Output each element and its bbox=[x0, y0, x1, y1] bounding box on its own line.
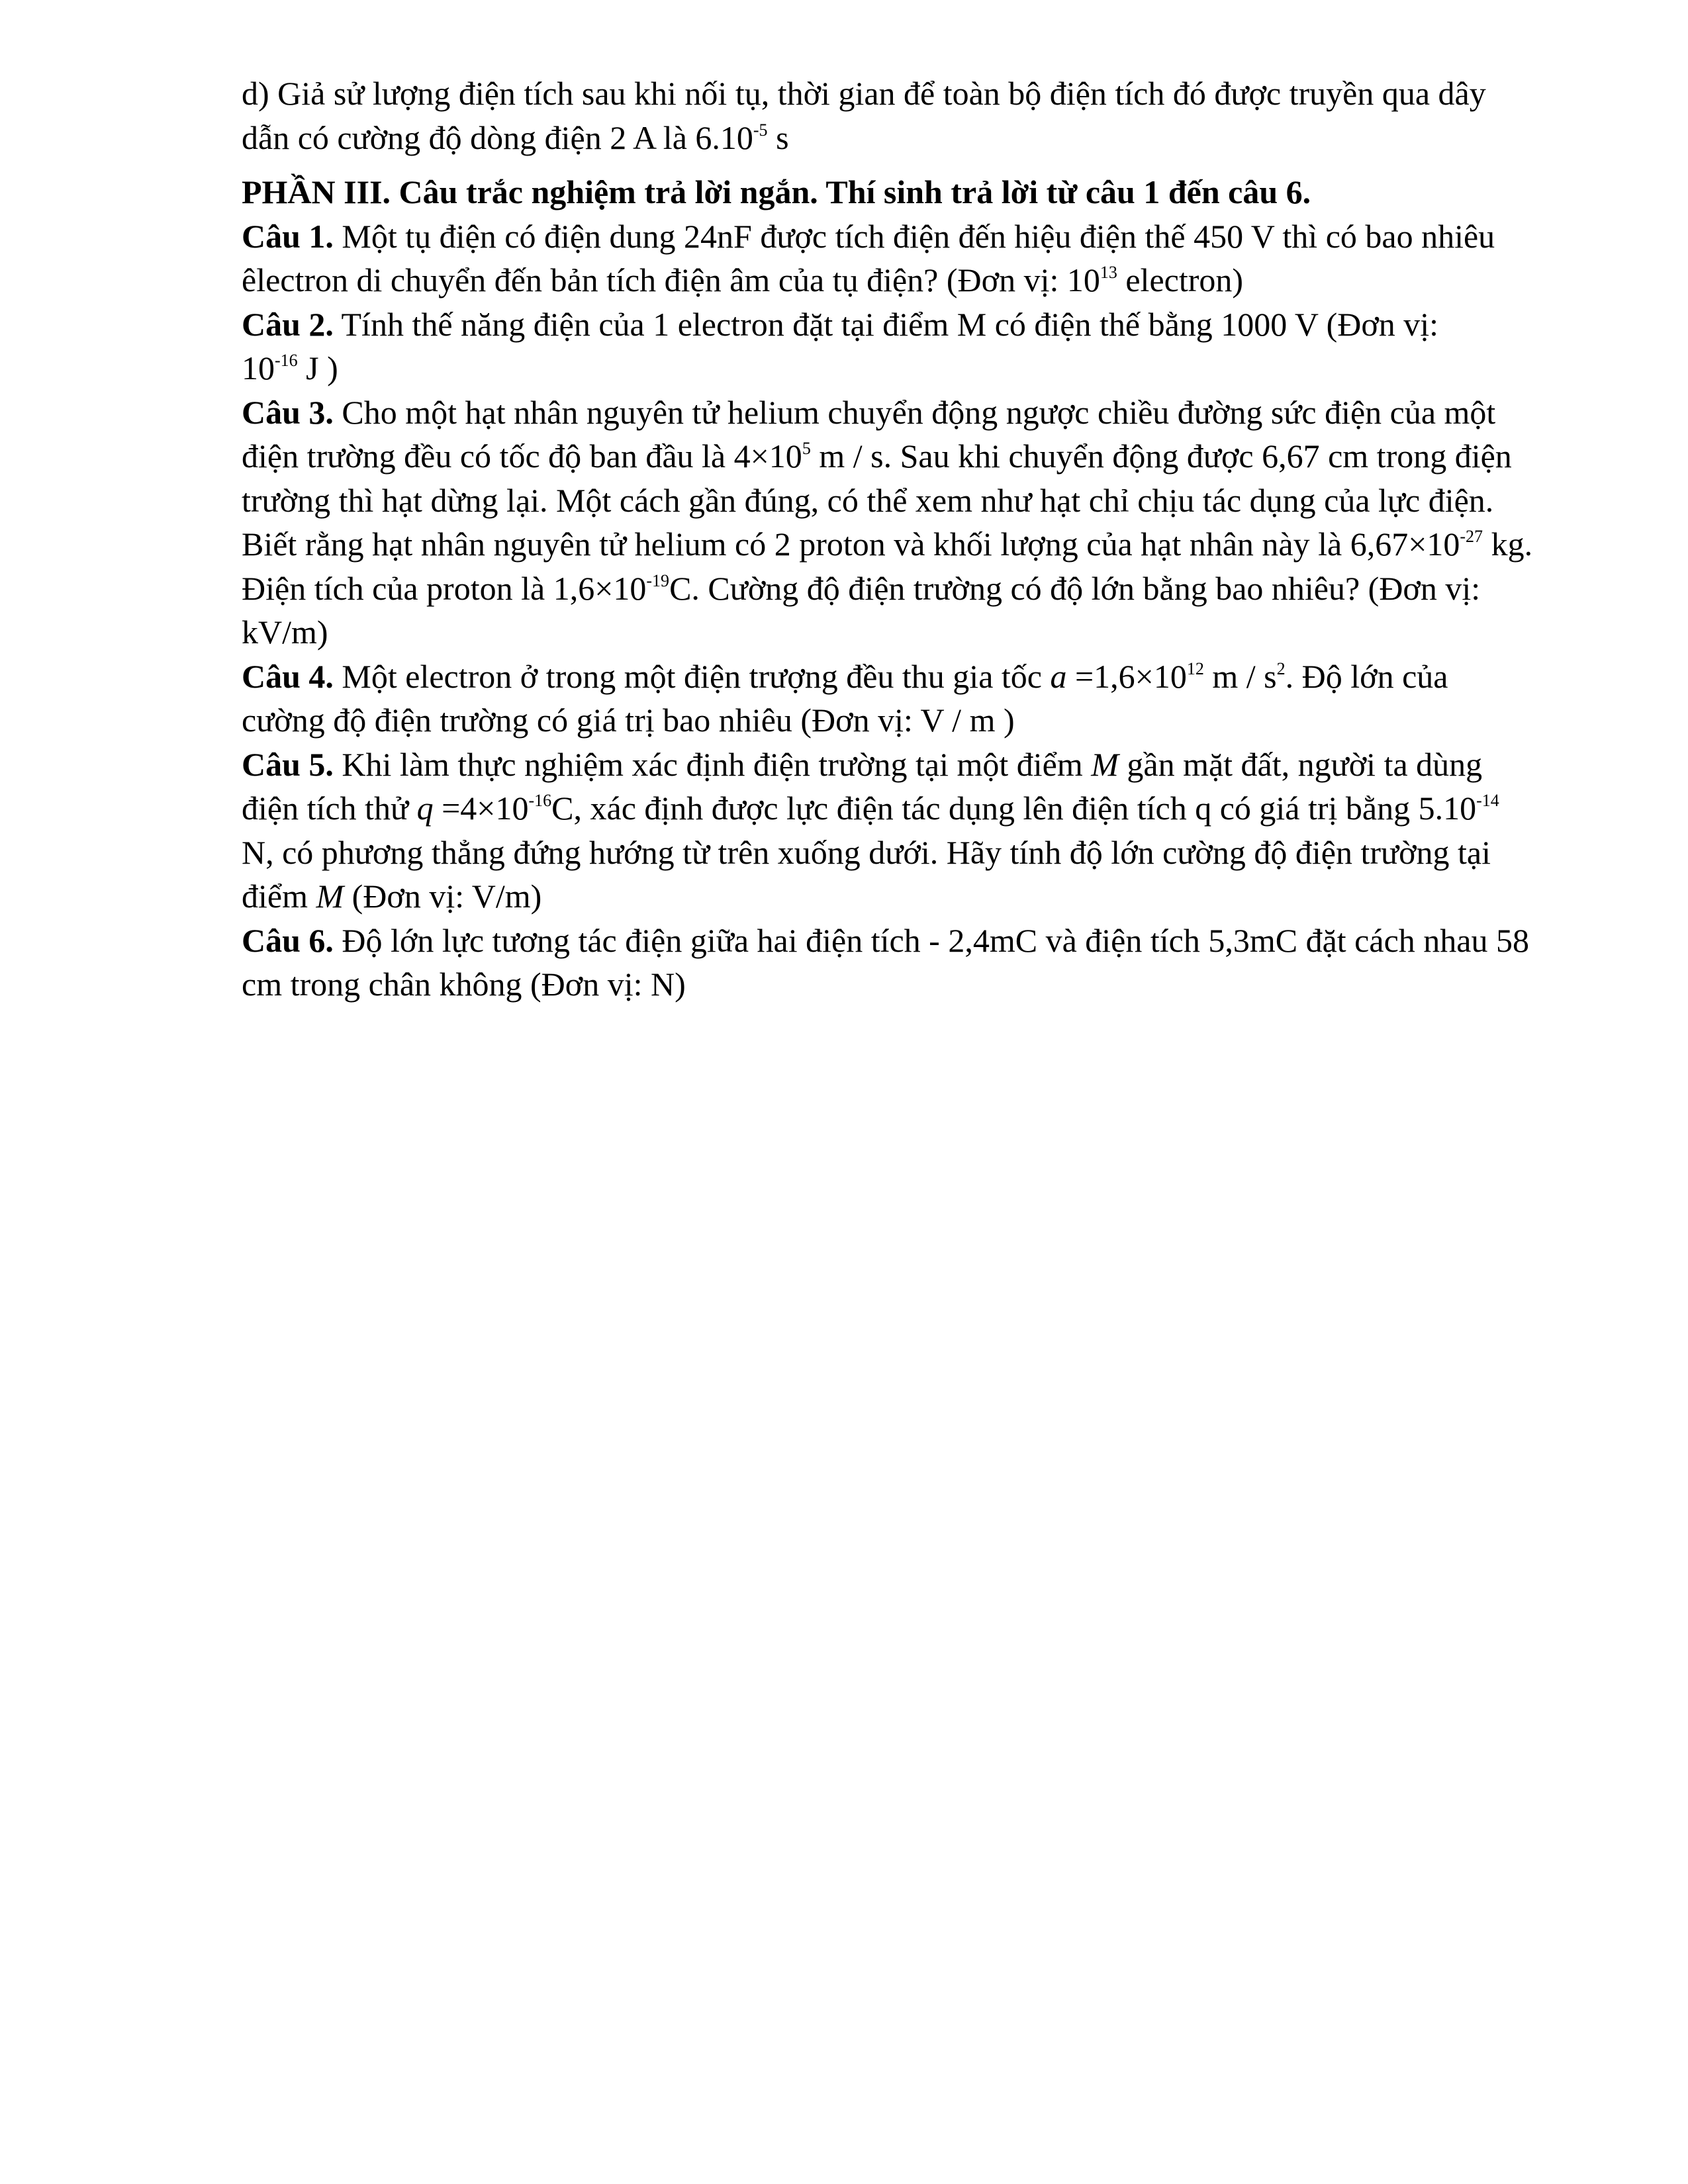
question-3: Câu 3. Cho một hạt nhân nguyên tử helium chuyển động ngược chiều đường sức điện của một điện trường đều có tốc độ ban đầu là $4\times 10^5$ m / s. Sau khi chuyển động được 6,67 cm trong điện trường thì hạt dừng lại. Một cách gần đúng, có thể xem như hạt chỉ chịu tác dụng của lực điện. Biết rằng hạt nhân nguyên tử helium có 2 proton và khối lượng của hạt nhân này là $6,67\times 10^{-27}$ kg. Điện tích của proton là $1,6\times 10^{-19}C$. Cường độ điện trường có độ lớn bằng bao nhiêu? (Đơn vị: kV/m) bbox=[242, 393, 1533, 651]
question-6: Câu 6. Độ lớn lực tương tác điện giữa hai điện tích - 2,4mC và điện tích 5,3mC đặt cách nhau 58 cm trong chân không (Đơn vị: N) bbox=[242, 921, 1529, 1003]
question-4: Câu 4. Một electron ở trong một điện trượng đều thu gia tốc $a =1,6\times 10^{12}$ m / $s^2$. Độ lớn của cường độ điện trường có giá trị bao nhiêu (Đơn vị: V / m ) bbox=[242, 657, 1448, 739]
question-4-label: Câu 4. bbox=[242, 657, 334, 695]
question-3-label: Câu 3. bbox=[242, 393, 334, 431]
question-1: Câu 1. Một tụ điện có điện dung 24nF được tích điện đến hiệu điện thế 450 V thì có bao nhiêu êlectron di chuyển đến bản tích điện âm của tụ điện? (Đơn vị: $10^{13}$ electron) bbox=[242, 217, 1495, 298]
item-d-paragraph: d) Giả sử lượng điện tích sau khi nối tụ, thời gian để toàn bộ điện tích đó được truyền qua dây dẫn có cường độ dòng điện 2 A là $6.10^{-5}$ s bbox=[242, 75, 1486, 156]
question-2-label: Câu 2. bbox=[242, 305, 334, 343]
section-heading: PHẦN III. Câu trắc nghiệm trả lời ngắn. Thí sinh trả lời từ câu 1 đến câu 6. bbox=[242, 173, 1311, 210]
question-2: Câu 2. Tính thế năng điện của 1 electron đặt tại điểm M có điện thế bằng 1000 V (Đơn vị: $10^{-16}$ J ) bbox=[242, 305, 1439, 387]
question-1-label: Câu 1. bbox=[242, 217, 334, 255]
question-6-label: Câu 6. bbox=[242, 921, 334, 959]
document-page bbox=[242, 71, 1539, 1007]
question-5: Câu 5. Khi làm thực nghiệm xác định điện trường tại một điểm M gần mặt đất, người ta dùng điện tích thử $q =4\times 10^{-16}C$, xác định được lực điện tác dụng lên điện tích q có giá trị bằng $5.10^{-14}$ N, có phương thẳng đứng hướng từ trên xuống dưới. Hãy tính độ lớn cường độ điện trường tại điểm M (Đơn vị: V/m) bbox=[242, 745, 1499, 915]
question-5-label: Câu 5. bbox=[242, 745, 334, 783]
